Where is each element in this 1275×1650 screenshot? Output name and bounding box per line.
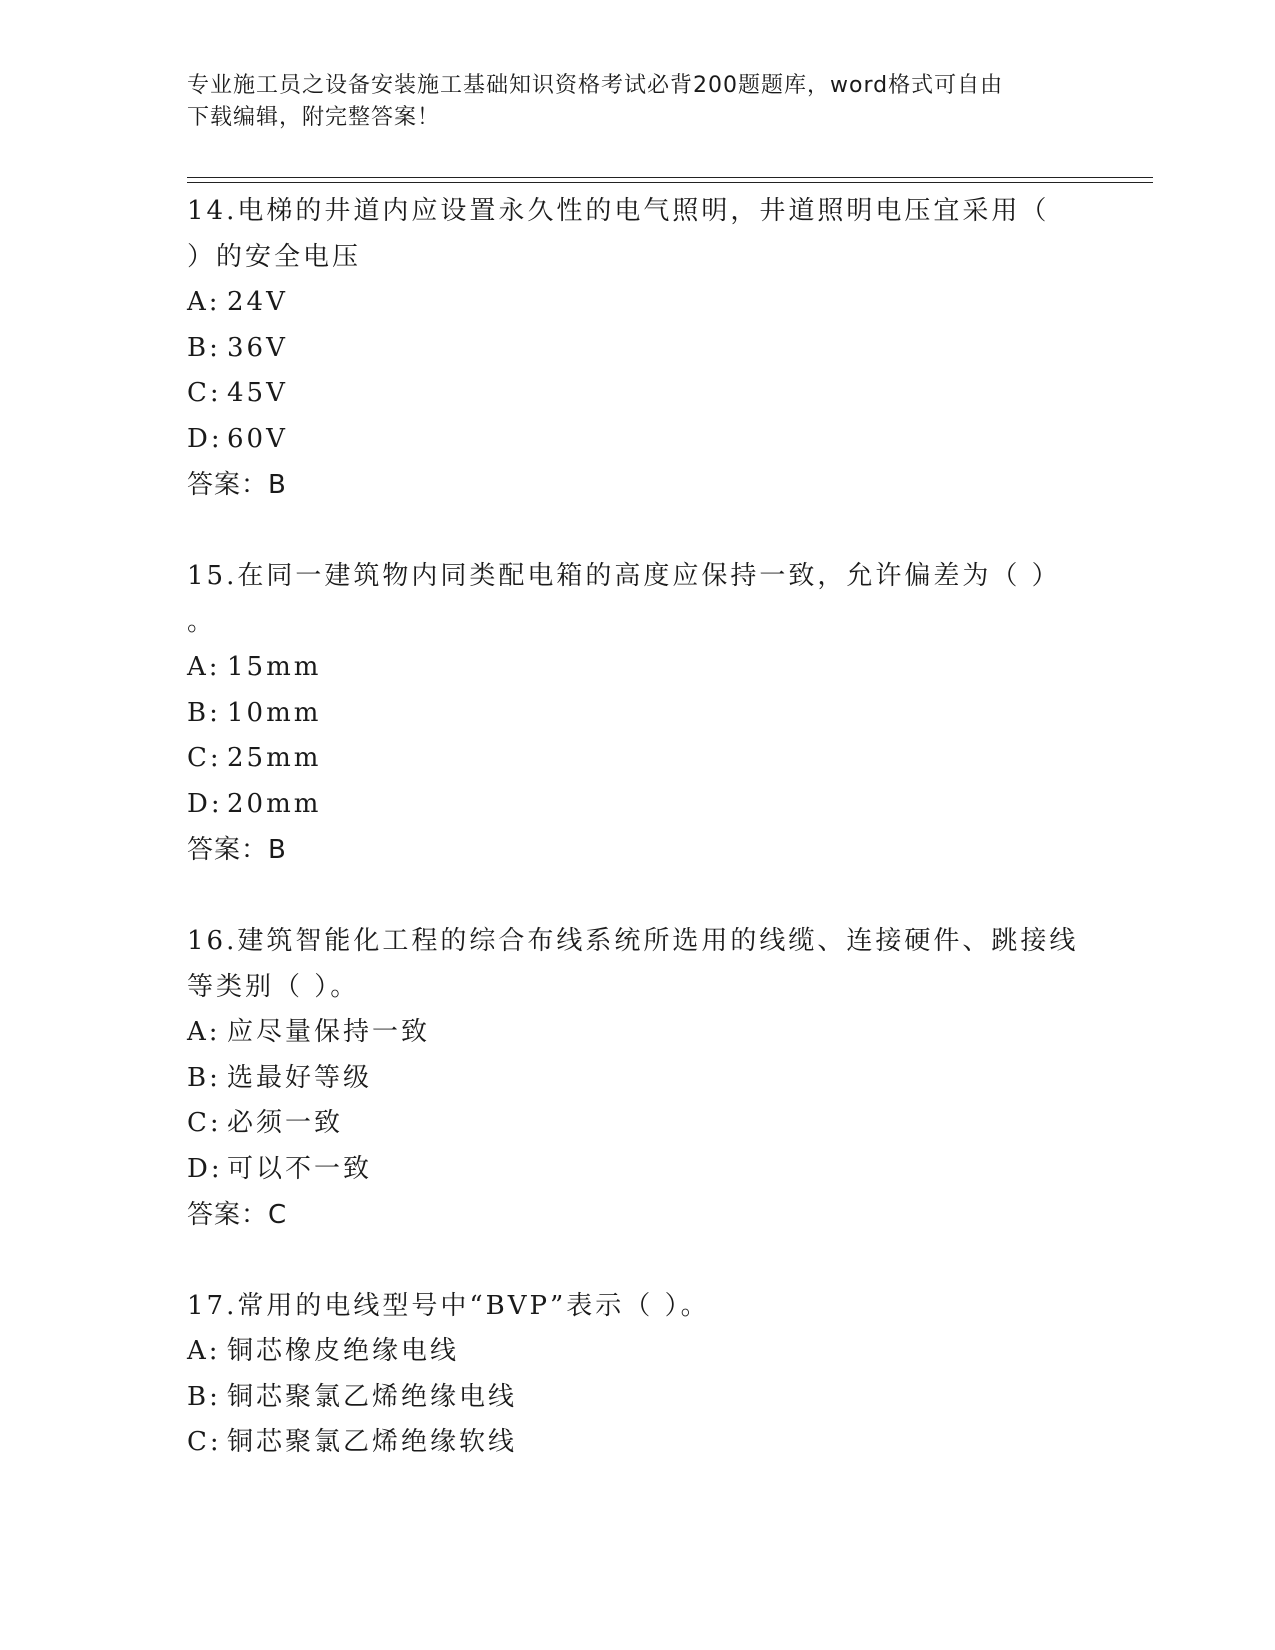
option-text: 60V <box>227 423 288 454</box>
option-label: C: <box>187 743 222 773</box>
option-text: 必须一致 <box>227 1108 344 1138</box>
option-label: B: <box>187 1381 221 1412</box>
option-label: A: <box>187 287 221 317</box>
option-text: 应尽量保持一致 <box>227 1017 431 1047</box>
option-c <box>187 1420 1087 1466</box>
option-c <box>187 1101 1087 1147</box>
answer: 答案：B <box>187 835 287 865</box>
question-stem: 17.常用的电线型号中“BVP”表示（ ）。 <box>187 1291 710 1321</box>
option-b <box>187 326 1087 372</box>
option-text: 选最好等级 <box>227 1062 373 1093</box>
question-stem-continued: ）的安全电压 <box>187 242 362 272</box>
option-text: 36V <box>227 332 288 363</box>
question-16 <box>187 918 1087 1238</box>
option-text: 可以不一致 <box>227 1153 373 1184</box>
option-label: D: <box>187 423 223 454</box>
option-label: B: <box>187 697 221 728</box>
option-text: 25mm <box>227 743 322 773</box>
option-label: C: <box>187 378 222 408</box>
question-stem-continued: 等类别（ ）。 <box>187 972 360 1002</box>
option-text: 铜芯聚氯乙烯绝缘软线 <box>227 1427 518 1457</box>
option-text: 15mm <box>227 652 322 682</box>
question-stem: 16.建筑智能化工程的综合布线系统所选用的线缆、连接硬件、跳接线 <box>187 926 1079 956</box>
option-d <box>187 782 1087 828</box>
answer: 答案：C <box>187 1200 288 1230</box>
option-c <box>187 371 1087 417</box>
option-d <box>187 1147 1087 1193</box>
option-label: B: <box>187 332 221 363</box>
question-stem: 15.在同一建筑物内同类配电箱的高度应保持一致，允许偏差为（ ） <box>187 561 1061 591</box>
option-text: 24V <box>227 287 288 317</box>
header-line-1: 专业施工员之设备安装施工基础知识资格考试必背200题题库，word格式可自由 <box>187 73 1004 98</box>
question-15 <box>187 553 1087 873</box>
option-b <box>187 1375 1087 1421</box>
header-divider-bottom <box>187 182 1153 183</box>
option-d <box>187 417 1087 463</box>
option-text: 铜芯橡皮绝缘电线 <box>227 1336 460 1366</box>
option-label: A: <box>187 652 221 682</box>
header-divider-top <box>187 177 1153 178</box>
option-a <box>187 1010 1087 1056</box>
option-text: 铜芯聚氯乙烯绝缘电线 <box>227 1381 518 1412</box>
option-label: D: <box>187 1153 223 1184</box>
option-text: 45V <box>227 378 288 408</box>
option-b <box>187 691 1087 737</box>
document-header <box>187 70 1067 134</box>
question-stem: 14.电梯的井道内应设置永久性的电气照明，井道照明电压宜采用（ <box>187 196 1050 226</box>
option-label: B: <box>187 1062 221 1093</box>
option-text: 10mm <box>227 697 322 728</box>
question-17 <box>187 1283 1087 1466</box>
option-label: A: <box>187 1017 221 1047</box>
option-a <box>187 280 1087 326</box>
option-text: 20mm <box>227 788 322 819</box>
option-label: D: <box>187 788 223 819</box>
option-label: C: <box>187 1108 222 1138</box>
option-label: C: <box>187 1427 222 1457</box>
option-c <box>187 736 1087 782</box>
header-line-2: 下载编辑，附完整答案！ <box>187 105 441 130</box>
option-a <box>187 1329 1087 1375</box>
option-b <box>187 1056 1087 1102</box>
question-stem-continued: 。 <box>187 607 217 637</box>
question-14 <box>187 188 1087 508</box>
answer: 答案：B <box>187 470 287 500</box>
option-label: A: <box>187 1336 221 1366</box>
option-a <box>187 645 1087 691</box>
